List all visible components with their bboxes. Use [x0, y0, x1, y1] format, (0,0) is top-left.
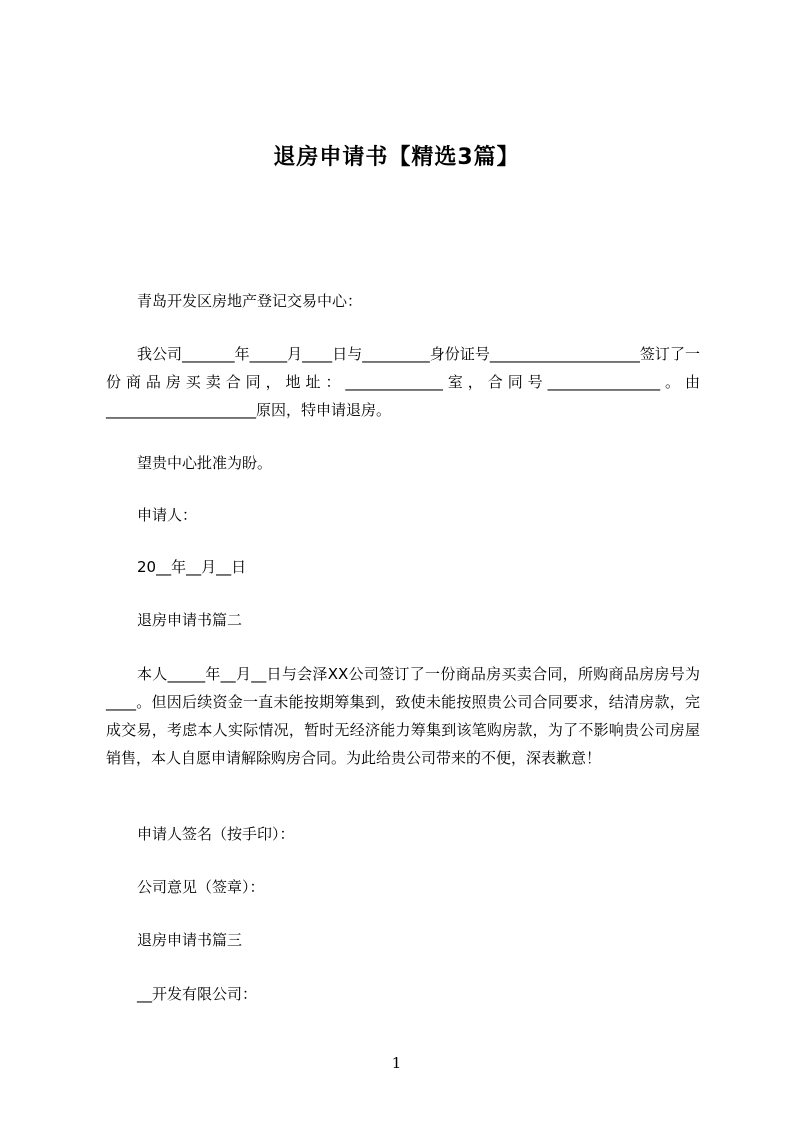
company-recipient-line: __开发有限公司：	[137, 985, 258, 1003]
body-paragraph-2: 本人_____年__月__日与会泽XX公司签订了一份商品房买卖合同，所购商品房房号为____。但因后续资金一直未能按期筹集到，致使未能按照贵公司合同要求，结清房款，完成交易，考虑本人实际情况，暂时无经济能力筹集到该笔购房款，为了不影响贵公司房屋销售，本人自愿申请解除购房合同。为此给贵公司带来的不便，深表歉意！	[106, 665, 700, 767]
recipient-line: 青岛开发区房地产登记交易中心：	[137, 292, 363, 310]
body-paragraph-1: 我公司_______年_____月____日与_________身份证号____________________签订了一份商品房买卖合同，地址：_____________室，合同号_______________。由____________________原因，特申请退房。	[106, 345, 700, 419]
section-heading-3: 退房申请书篇三	[137, 931, 243, 949]
date-line: 20__年__月__日	[137, 558, 247, 576]
document-title: 退房申请书【精选3篇】	[273, 145, 520, 170]
company-opinion-line: 公司意见（签章）：	[137, 878, 265, 896]
applicant-label: 申请人：	[137, 506, 198, 524]
request-line: 望贵中心批准为盼。	[137, 454, 273, 472]
page-number: 1	[391, 1054, 402, 1072]
applicant-signature-line: 申请人签名（按手印）：	[137, 825, 295, 843]
section-heading-2: 退房申请书篇二	[137, 611, 243, 629]
